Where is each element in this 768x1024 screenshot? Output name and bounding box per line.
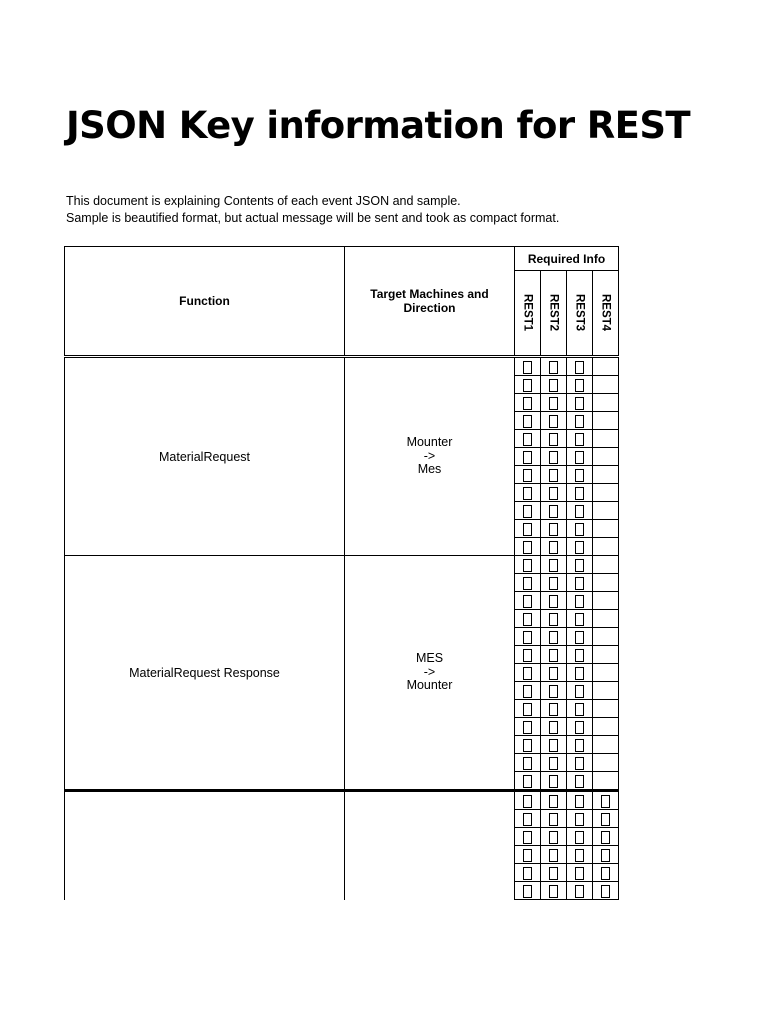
checkbox-glyph-icon [523,667,532,680]
rest1-check-cell [515,828,541,846]
rest2-check-cell [541,610,567,628]
rest1-check-cell [515,718,541,736]
checkbox-glyph-icon [549,577,558,590]
checkbox-glyph-icon [523,487,532,500]
checkbox-glyph-icon [549,487,558,500]
checkbox-glyph-icon [523,721,532,734]
rest1-check-cell [515,736,541,754]
rest4-check-cell [593,394,619,412]
function-cell: MaterialRequest [65,357,345,556]
checkbox-glyph-icon [549,613,558,626]
checkbox-glyph-icon [523,649,532,662]
required-info-header: Required Info [515,247,619,271]
rest4-check-cell [593,556,619,574]
rest3-check-cell [567,700,593,718]
checkbox-glyph-icon [575,577,584,590]
rest1-check-cell [515,430,541,448]
rest3-check-cell [567,846,593,864]
rest1-check-cell [515,610,541,628]
rest2-label: REST2 [547,294,560,332]
direction-cell [345,556,515,791]
rest4-check-cell [593,412,619,430]
rest2-check-cell [541,430,567,448]
checkbox-glyph-icon [575,795,584,808]
checkbox-glyph-icon [601,831,610,844]
rest2-check-cell [541,754,567,772]
checkbox-glyph-icon [523,685,532,698]
rest3-check-cell [567,448,593,466]
checkbox-glyph-icon [575,739,584,752]
rest-column-header [515,271,541,357]
rest3-check-cell [567,520,593,538]
checkbox-glyph-icon [523,559,532,572]
rest4-check-cell [593,718,619,736]
checkbox-glyph-icon [549,795,558,808]
checkbox-glyph-icon [523,415,532,428]
checkbox-glyph-icon [549,451,558,464]
rest4-check-cell [593,466,619,484]
rest2-check-cell [541,448,567,466]
rest1-check-cell [515,556,541,574]
checkbox-glyph-icon [523,795,532,808]
checkbox-glyph-icon [575,667,584,680]
checkbox-glyph-icon [575,613,584,626]
rest4-check-cell [593,484,619,502]
rest1-check-cell [515,882,541,900]
rest2-check-cell [541,736,567,754]
rest4-check-cell [593,448,619,466]
rest1-check-cell [515,466,541,484]
rest1-check-cell [515,864,541,882]
rest4-check-cell [593,682,619,700]
rest4-check-cell [593,828,619,846]
checkbox-glyph-icon [575,631,584,644]
checkbox-glyph-icon [575,813,584,826]
rest3-check-cell [567,610,593,628]
rest2-check-cell [541,628,567,646]
rest4-check-cell [593,664,619,682]
checkbox-glyph-icon [549,739,558,752]
checkbox-glyph-icon [523,613,532,626]
checkbox-glyph-icon [523,433,532,446]
rest4-check-cell [593,502,619,520]
rest2-check-cell [541,682,567,700]
rest1-check-cell [515,448,541,466]
rest2-check-cell [541,864,567,882]
checkbox-glyph-icon [523,451,532,464]
rest3-check-cell [567,556,593,574]
rest2-check-cell [541,718,567,736]
rest2-check-cell [541,502,567,520]
rest1-check-cell [515,846,541,864]
rest1-label: REST1 [521,294,534,332]
rest-column-header [593,271,619,357]
rest3-check-cell [567,882,593,900]
rest1-check-cell [515,394,541,412]
rest4-check-cell [593,592,619,610]
rest1-check-cell [515,754,541,772]
rest2-check-cell [541,882,567,900]
rest3-check-cell [567,791,593,810]
function-cell: MaterialRequest Response [65,556,345,791]
rest3-check-cell [567,394,593,412]
rest4-check-cell [593,610,619,628]
table-row [65,556,619,574]
rest4-check-cell [593,646,619,664]
checkbox-glyph-icon [601,885,610,898]
rest2-check-cell [541,846,567,864]
rest3-check-cell [567,376,593,394]
checkbox-glyph-icon [549,559,558,572]
rest2-check-cell [541,412,567,430]
checkbox-glyph-icon [549,885,558,898]
direction-cell [345,357,515,556]
rest3-check-cell [567,412,593,430]
rest4-check-cell [593,376,619,394]
checkbox-glyph-icon [549,667,558,680]
checkbox-glyph-icon [523,739,532,752]
checkbox-glyph-icon [575,685,584,698]
rest1-check-cell [515,772,541,791]
rest3-check-cell [567,664,593,682]
rest1-check-cell [515,538,541,556]
checkbox-glyph-icon [523,595,532,608]
rest3-check-cell [567,357,593,376]
checkbox-glyph-icon [549,361,558,374]
checkbox-glyph-icon [523,775,532,788]
checkbox-glyph-icon [549,541,558,554]
checkbox-glyph-icon [549,631,558,644]
rest1-check-cell [515,574,541,592]
checkbox-glyph-icon [523,505,532,518]
direction-line: Mes [417,462,442,477]
checkbox-glyph-icon [601,795,610,808]
checkbox-glyph-icon [549,469,558,482]
rest1-check-cell [515,376,541,394]
rest3-check-cell [567,828,593,846]
checkbox-glyph-icon [549,813,558,826]
checkbox-glyph-icon [523,469,532,482]
rest1-check-cell [515,700,541,718]
checkbox-glyph-icon [549,595,558,608]
checkbox-glyph-icon [549,831,558,844]
checkbox-glyph-icon [549,523,558,536]
rest-column-header [567,271,593,357]
checkbox-glyph-icon [575,831,584,844]
rest3-check-cell [567,864,593,882]
checkbox-glyph-icon [575,379,584,392]
rest4-check-cell [593,864,619,882]
rest4-check-cell [593,520,619,538]
checkbox-glyph-icon [601,867,610,880]
rest3-check-cell [567,736,593,754]
rest-column-header [541,271,567,357]
direction-line: Mounter [406,678,453,693]
rest3-check-cell [567,574,593,592]
rest3-check-cell [567,772,593,791]
checkbox-glyph-icon [523,541,532,554]
rest1-check-cell [515,592,541,610]
rest2-check-cell [541,357,567,376]
rest1-check-cell [515,357,541,376]
rest2-check-cell [541,376,567,394]
checkbox-glyph-icon [549,757,558,770]
checkbox-glyph-icon [523,703,532,716]
direction-line: -> [423,664,436,679]
rest2-check-cell [541,664,567,682]
checkbox-glyph-icon [549,397,558,410]
rest4-check-cell [593,810,619,828]
rest4-check-cell [593,628,619,646]
rest2-check-cell [541,538,567,556]
rest3-check-cell [567,592,593,610]
checkbox-glyph-icon [523,757,532,770]
checkbox-glyph-icon [575,469,584,482]
table-row [65,791,619,810]
checkbox-glyph-icon [575,505,584,518]
direction-line: -> [423,448,436,463]
checkbox-glyph-icon [575,867,584,880]
checkbox-glyph-icon [575,487,584,500]
rest3-check-cell [567,682,593,700]
rest3-check-cell [567,502,593,520]
checkbox-glyph-icon [575,649,584,662]
checkbox-glyph-icon [549,415,558,428]
checkbox-glyph-icon [601,849,610,862]
rest1-check-cell [515,810,541,828]
rest2-check-cell [541,466,567,484]
checkbox-glyph-icon [523,577,532,590]
checkbox-glyph-icon [523,361,532,374]
checkbox-glyph-icon [575,433,584,446]
checkbox-glyph-icon [575,721,584,734]
intro-line: Sample is beautified format, but actual message will be sent and took as compact format. [66,211,560,225]
rest1-check-cell [515,646,541,664]
checkbox-glyph-icon [575,885,584,898]
checkbox-glyph-icon [549,849,558,862]
rest4-check-cell [593,846,619,864]
table-row [65,357,619,376]
rest3-check-cell [567,810,593,828]
checkbox-glyph-icon [575,451,584,464]
checkbox-glyph-icon [601,813,610,826]
rest3-check-cell [567,484,593,502]
rest2-check-cell [541,394,567,412]
checkbox-glyph-icon [549,703,558,716]
rest2-check-cell [541,556,567,574]
table-body [65,357,619,900]
rest3-check-cell [567,754,593,772]
checkbox-glyph-icon [523,885,532,898]
page-title: JSON Key information for REST [66,104,691,147]
rest3-label: REST3 [573,294,586,332]
rest4-check-cell [593,772,619,791]
checkbox-glyph-icon [575,541,584,554]
rest2-check-cell [541,772,567,791]
checkbox-glyph-icon [523,849,532,862]
rest4-check-cell [593,430,619,448]
intro-text [66,193,666,227]
checkbox-glyph-icon [575,559,584,572]
rest2-check-cell [541,828,567,846]
rest1-check-cell [515,484,541,502]
rest2-check-cell [541,700,567,718]
rest2-check-cell [541,791,567,810]
rest2-check-cell [541,810,567,828]
rest1-check-cell [515,412,541,430]
target-direction-header: Target Machines and Direction [345,247,515,357]
checkbox-glyph-icon [549,505,558,518]
rest3-check-cell [567,430,593,448]
rest3-check-cell [567,538,593,556]
checkbox-glyph-icon [549,775,558,788]
intro-line: This document is explaining Contents of each event JSON and sample. [66,194,461,208]
rest3-check-cell [567,646,593,664]
rest4-check-cell [593,574,619,592]
checkbox-glyph-icon [575,523,584,536]
checkbox-glyph-icon [523,813,532,826]
rest4-label: REST4 [599,294,612,332]
rest1-check-cell [515,791,541,810]
rest4-check-cell [593,882,619,900]
checkbox-glyph-icon [575,397,584,410]
checkbox-glyph-icon [549,721,558,734]
rest1-check-cell [515,664,541,682]
function-cell [65,791,345,900]
checkbox-glyph-icon [523,397,532,410]
checkbox-glyph-icon [575,595,584,608]
checkbox-glyph-icon [523,867,532,880]
rest2-check-cell [541,592,567,610]
checkbox-glyph-icon [523,631,532,644]
rest4-check-cell [593,736,619,754]
rest3-check-cell [567,628,593,646]
json-key-table [64,246,619,900]
checkbox-glyph-icon [549,433,558,446]
checkbox-glyph-icon [549,867,558,880]
checkbox-glyph-icon [575,361,584,374]
checkbox-glyph-icon [575,757,584,770]
rest3-check-cell [567,466,593,484]
checkbox-glyph-icon [523,379,532,392]
checkbox-glyph-icon [575,703,584,716]
rest1-check-cell [515,628,541,646]
rest1-check-cell [515,502,541,520]
rest4-check-cell [593,754,619,772]
rest2-check-cell [541,574,567,592]
rest2-check-cell [541,646,567,664]
checkbox-glyph-icon [523,831,532,844]
checkbox-glyph-icon [575,415,584,428]
function-header: Function [65,247,345,357]
rest3-check-cell [567,718,593,736]
checkbox-glyph-icon [523,523,532,536]
rest2-check-cell [541,484,567,502]
direction-line: Mounter [406,435,453,450]
rest1-check-cell [515,682,541,700]
rest1-check-cell [515,520,541,538]
direction-line: MES [415,651,444,666]
rest4-check-cell [593,791,619,810]
rest2-check-cell [541,520,567,538]
direction-cell [345,791,515,900]
rest4-check-cell [593,538,619,556]
rest4-check-cell [593,357,619,376]
rest4-check-cell [593,700,619,718]
checkbox-glyph-icon [549,685,558,698]
checkbox-glyph-icon [575,849,584,862]
checkbox-glyph-icon [549,649,558,662]
checkbox-glyph-icon [549,379,558,392]
checkbox-glyph-icon [575,775,584,788]
